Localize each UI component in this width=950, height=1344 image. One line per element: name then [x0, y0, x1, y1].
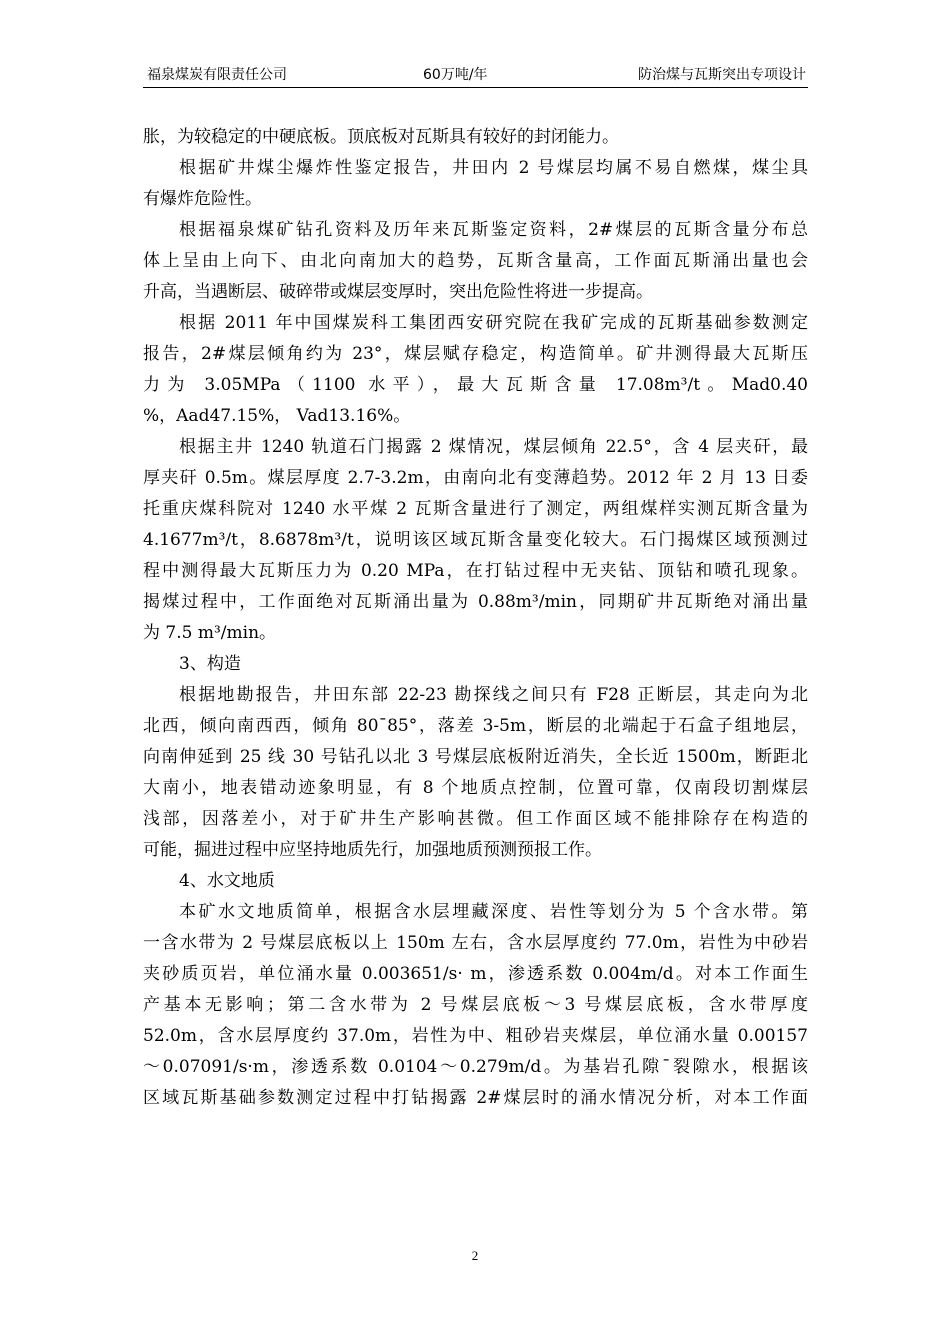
text-line: 力为 3.05MPa（1100 水平），最大瓦斯含量 17.08m³/t。Mad0.40 [143, 375, 808, 395]
text-line: 程中测得最大瓦斯压力为 0.20 MPa，在打钻过程中无夹钻、顶钻和喷孔现象。 [143, 561, 808, 581]
text-line: %，Aad47.15%， Vad13.16%。 [143, 406, 411, 426]
text-line: 升高，当遇断层、破碎带或煤层变厚时，突出危险性将进一步提高。 [143, 282, 653, 302]
text-line: 报告，2#煤层倾角约为 23°，煤层赋存稳定，构造简单。矿井测得最大瓦斯压 [143, 344, 808, 364]
text-line: 北西，倾向南西西，倾角 80¯85°，落差 3-5m，断层的北端起于石盒子组地层， [143, 716, 808, 736]
text-line: 一含水带为 2 号煤层底板以上 150m 左右，含水层厚度约 77.0m，岩性为中砂岩 [143, 933, 808, 953]
text-line: 本矿水文地质简单，根据含水层埋藏深度、岩性等划分为 5 个含水带。第 [179, 902, 808, 922]
text-line: 大南小，地表错动迹象明显，有 8 个地质点控制，位置可靠，仅南段切割煤层 [143, 778, 808, 798]
text-line: 夹砂质页岩，单位涌水量 0.003651/s· m，渗透系数 0.004m/d。对本工作面生 [143, 964, 808, 984]
text-line: 有爆炸危险性。 [143, 189, 262, 209]
section-heading-structure: 3、构造 [179, 654, 241, 674]
header-doc-title: 防治煤与瓦斯突出专项设计 [638, 67, 806, 83]
text-line: 体上呈由上向下、由北向南加大的趋势，瓦斯含量高，工作面瓦斯涌出量也会 [143, 251, 808, 271]
text-line: 4.1677m³/t，8.6878m³/t，说明该区域瓦斯含量变化较大。石门揭煤区域预测过 [143, 530, 808, 550]
header-capacity: 60万吨/年 [423, 67, 488, 83]
text-line: 厚夹矸 0.5m。煤层厚度 2.7-3.2m，由南向北有变薄趋势。2012 年 2 月 13 日委 [143, 468, 808, 488]
text-line: 根据福泉煤矿钻孔资料及历年来瓦斯鉴定资料，2#煤层的瓦斯含量分布总 [179, 220, 808, 240]
section-heading-hydrogeology: 4、水文地质 [179, 871, 275, 891]
text-line: 托重庆煤科院对 1240 水平煤 2 瓦斯含量进行了测定，两组煤样实测瓦斯含量为 [143, 499, 808, 519]
text-line: 向南伸延到 25 线 30 号钻孔以北 3 号煤层底板附近消失，全长近 1500m，断距北 [143, 747, 808, 767]
text-line: 52.0m，含水层厚度约 37.0m，岩性为中、粗砂岩夹煤层，单位涌水量 0.00157 [143, 1026, 808, 1046]
text-line: 根据矿井煤尘爆炸性鉴定报告，井田内 2 号煤层均属不易自燃煤，煤尘具 [179, 158, 808, 178]
text-line: 根据地勘报告，井田东部 22-23 勘探线之间只有 F28 正断层，其走向为北 [179, 685, 808, 705]
text-line: 胀，为较稳定的中硬底板。顶底板对瓦斯具有较好的封闭能力。 [143, 127, 619, 147]
text-line: 根据 2011 年中国煤炭科工集团西安研究院在我矿完成的瓦斯基础参数测定 [179, 313, 808, 333]
page-header [143, 62, 808, 88]
text-line: 浅部，因落差小，对于矿井生产影响甚微。但工作面区域不能排除存在构造的 [143, 809, 808, 829]
text-line: ～0.07091/s·m，渗透系数 0.0104～0.279m/d。为基岩孔隙¯裂隙水，根据该 [143, 1057, 808, 1077]
header-company: 福泉煤炭有限责任公司 [147, 67, 287, 83]
body-text [143, 122, 808, 1114]
text-line: 根据主井 1240 轨道石门揭露 2 煤情况，煤层倾角 22.5°，含 4 层夹矸，最 [179, 437, 808, 457]
text-line: 区域瓦斯基础参数测定过程中打钻揭露 2#煤层时的涌水情况分析，对本工作面 [143, 1088, 808, 1108]
text-line: 为 7.5 m³/min。 [143, 623, 277, 643]
text-line: 可能，掘进过程中应坚持地质先行，加强地质预测预报工作。 [143, 840, 602, 860]
text-line: 揭煤过程中，工作面绝对瓦斯涌出量为 0.88m³/min，同期矿井瓦斯绝对涌出量 [143, 592, 808, 612]
text-line: 产基本无影响；第二含水带为 2 号煤层底板～3 号煤层底板，含水带厚度 [143, 995, 808, 1015]
page-number: 2 [471, 1248, 479, 1263]
